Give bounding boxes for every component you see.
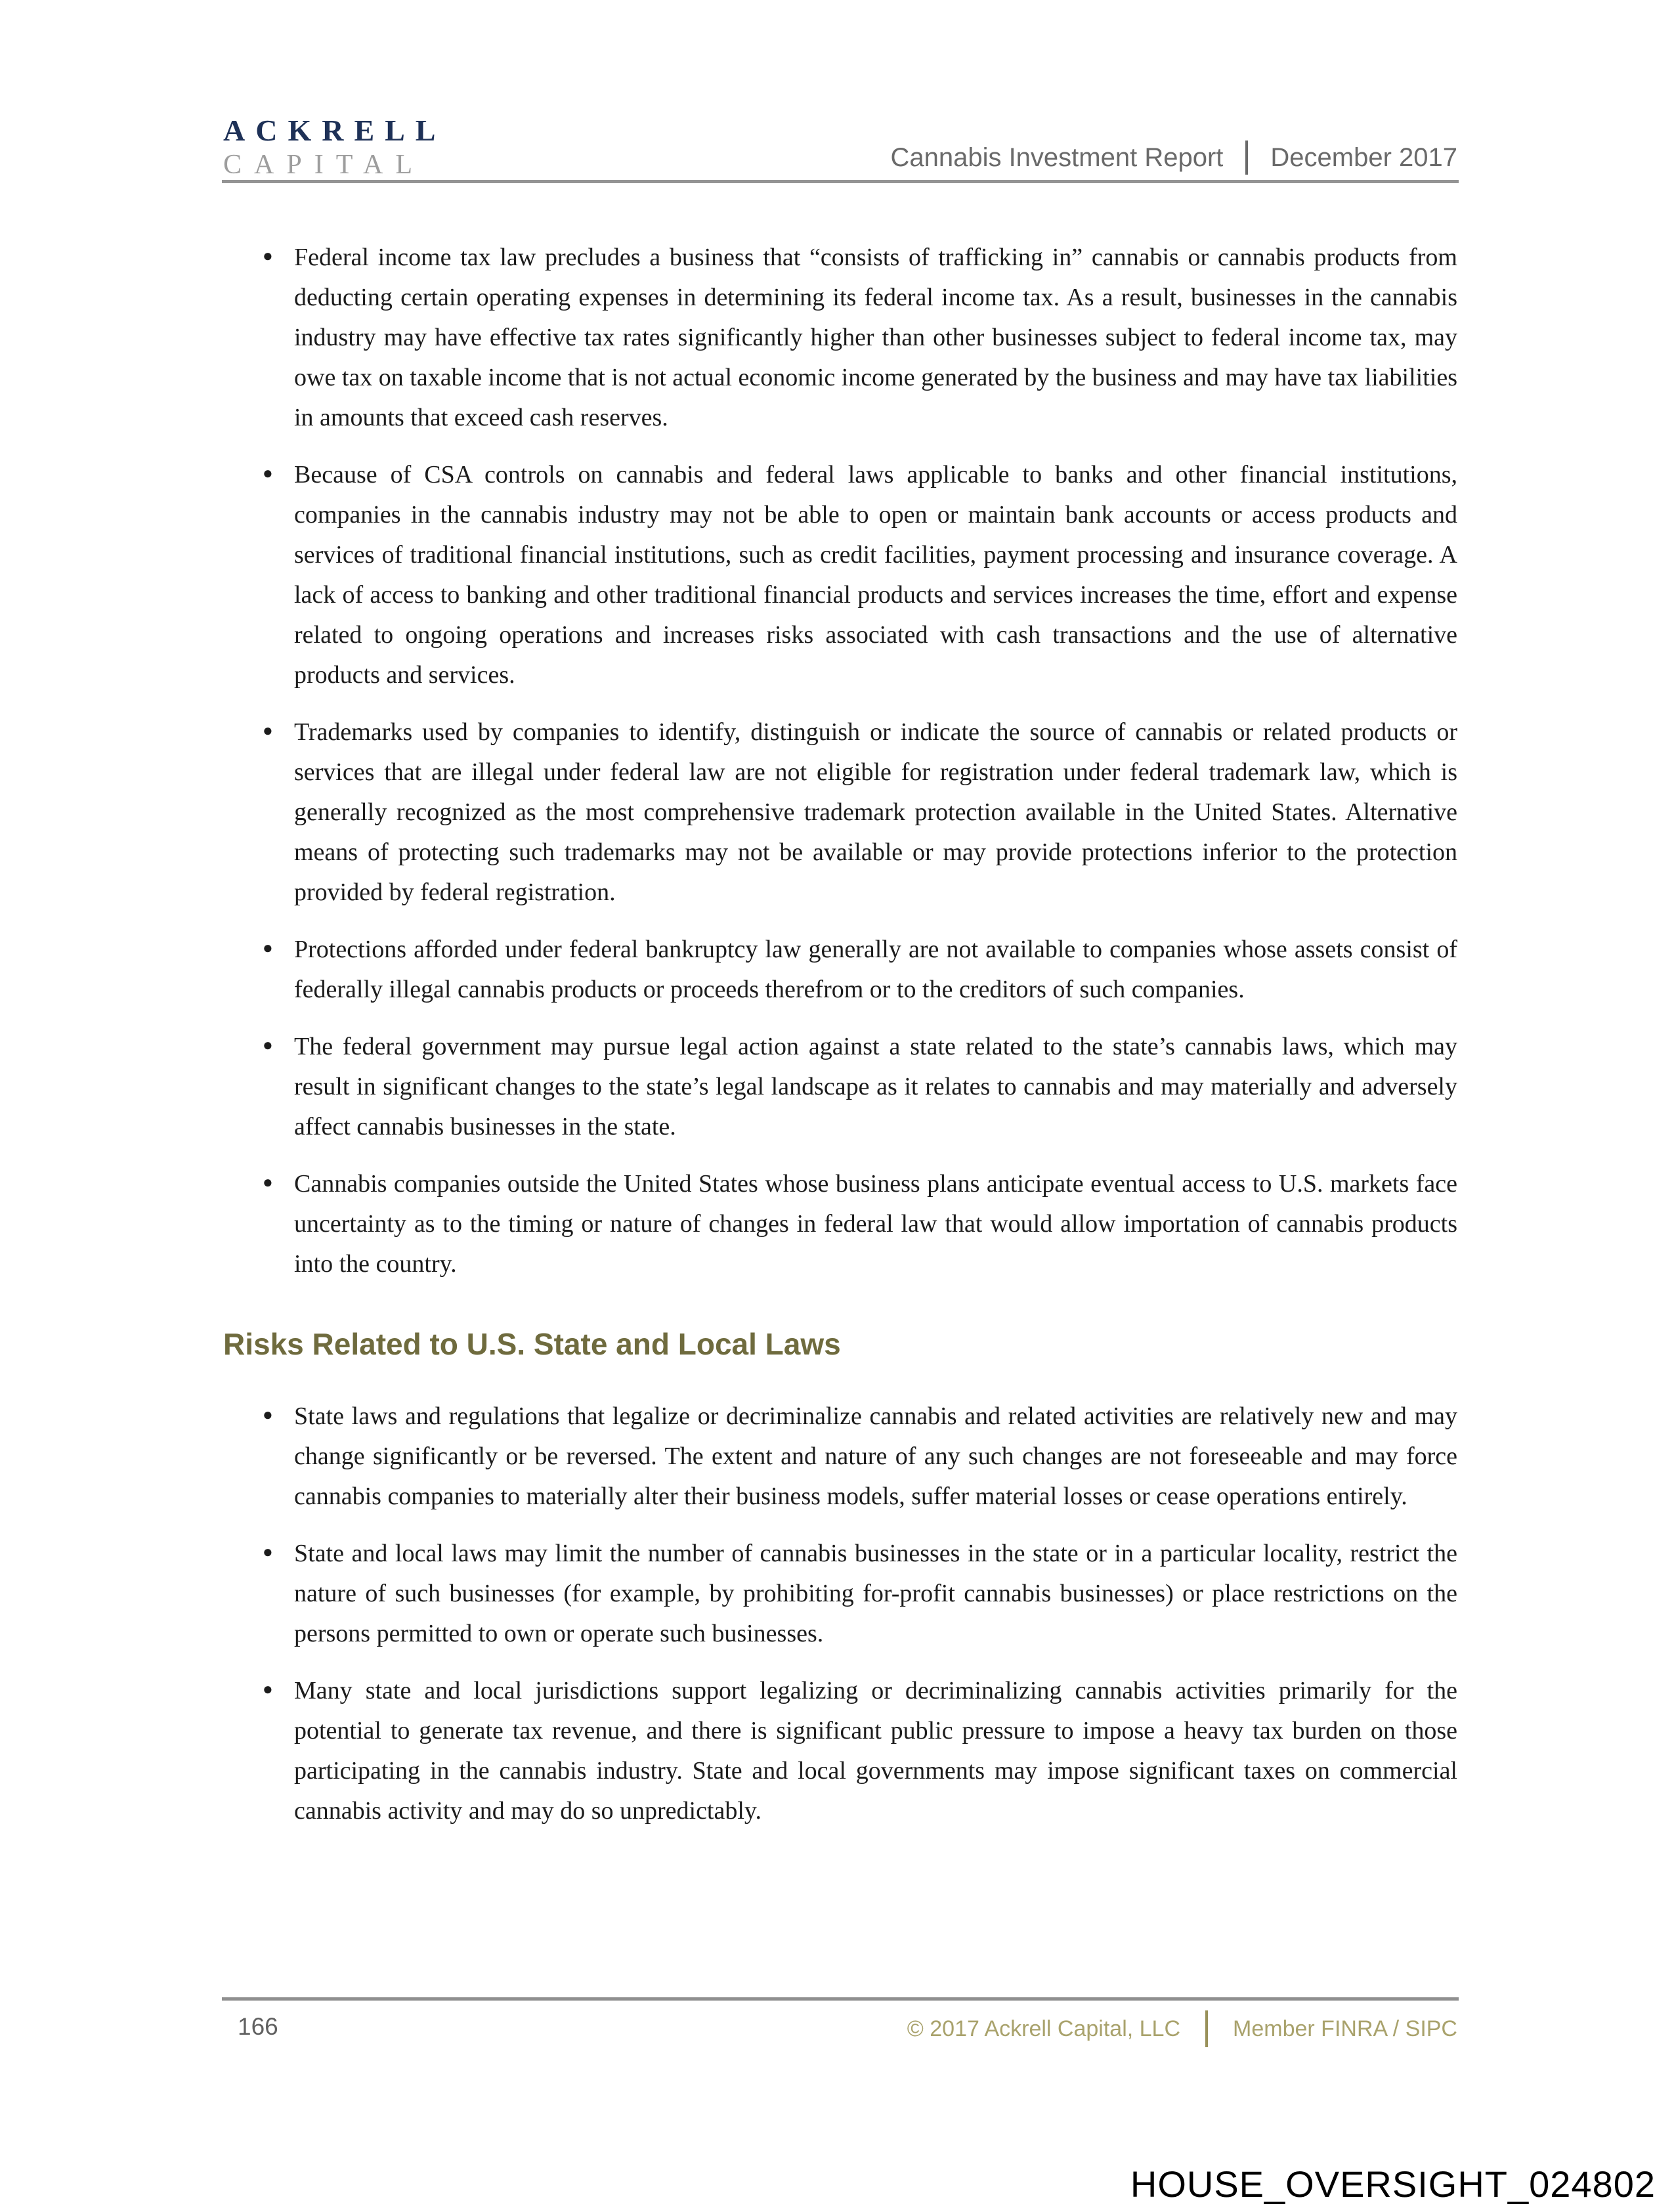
bullet-text: State laws and regulations that legalize or decriminalize cannabis and related activities are relatively new and may change significantly or be reversed. The extent and nature of any such changes are not foreseeable and may force cannabis companies to materially alter their business models, suffer material losses or cease operations entirely. xyxy=(294,1402,1457,1511)
bullet-icon: ● xyxy=(263,1172,273,1192)
header-separator-bar xyxy=(1245,141,1248,175)
bullet-icon: ● xyxy=(263,720,273,740)
bullet-icon: ● xyxy=(263,246,273,265)
bullet-icon: ● xyxy=(263,1542,273,1562)
footer-copyright: © 2017 Ackrell Capital, LLC xyxy=(907,2016,1181,2041)
list-item xyxy=(223,1027,1457,1147)
bullet-text: Many state and local jurisdictions support legalizing or decriminalizing cannabis activities primarily for the potential to generate tax revenue, and there is significant public pressure to impose a heavy tax burden on those participating in the cannabis industry. State and local governments may impose significant taxes on commercial cannabis activity and may do so unpredictably. xyxy=(294,1677,1457,1825)
list-item xyxy=(223,1534,1457,1654)
report-date: December 2017 xyxy=(1270,143,1457,172)
footer-rule xyxy=(222,1997,1459,2001)
page-content xyxy=(223,238,1457,1848)
list-item xyxy=(223,1397,1457,1517)
logo-wordmark-capital: CAPITAL xyxy=(223,150,425,180)
footer-meta xyxy=(907,2010,1457,2047)
bullet-icon: ● xyxy=(263,1035,273,1054)
bullet-icon: ● xyxy=(263,463,273,483)
logo-wordmark-ackrell: ACKRELL xyxy=(223,114,446,147)
bullet-text: Cannabis companies outside the United States whose business plans anticipate eventual access to U.S. markets face uncertainty as to the timing or nature of changes in federal law that would allow importation of cannabis products into the country. xyxy=(294,1170,1457,1278)
list-item xyxy=(223,930,1457,1010)
list-item xyxy=(223,1164,1457,1284)
header-meta xyxy=(890,141,1457,175)
header-rule xyxy=(222,180,1459,183)
bullet-icon: ● xyxy=(263,1404,273,1425)
bullet-text: Protections afforded under federal bankruptcy law generally are not available to companies whose assets consist of federally illegal cannabis products or proceeds therefrom or to the creditors of such companies. xyxy=(294,936,1457,1003)
list-item xyxy=(223,238,1457,438)
page-number: 166 xyxy=(238,2013,278,2040)
list-item xyxy=(223,1671,1457,1831)
footer-separator-bar xyxy=(1205,2010,1208,2047)
footer-membership: Member FINRA / SIPC xyxy=(1233,2016,1457,2041)
bullet-text: The federal government may pursue legal action against a state related to the state’s cannabis laws, which may result in significant changes to the state’s legal landscape as it relates to cannabis and may materially and adversely affect cannabis businesses in the state. xyxy=(294,1033,1457,1140)
state-local-risks-list xyxy=(223,1397,1457,1831)
section-heading-state-local-laws: Risks Related to U.S. State and Local Laws xyxy=(223,1327,841,1361)
bullet-icon: ● xyxy=(263,1679,273,1699)
bullet-text: State and local laws may limit the number of cannabis businesses in the state or in a particular locality, restrict the nature of such businesses (for example, by prohibiting for-profit cannabis businesses) or place restrictions on the persons permitted to own or operate such businesses. xyxy=(294,1540,1457,1648)
bates-stamp: HOUSE_OVERSIGHT_024802 xyxy=(1130,2163,1656,2205)
list-item xyxy=(223,455,1457,695)
ackrell-capital-logo xyxy=(223,116,446,179)
bullet-text: Federal income tax law precludes a business that “consists of trafficking in” cannabis or cannabis products from deducting certain operating expenses in determining its federal income tax. As a result, businesses in the cannabis industry may have effective tax rates significantly higher than other businesses subject to federal income tax, may owe tax on taxable income that is not actual economic income generated by the business and may have tax liabilities in amounts that exceed cash reserves. xyxy=(294,244,1457,431)
federal-risks-list xyxy=(223,238,1457,1284)
bullet-icon: ● xyxy=(263,938,273,957)
bullet-text: Because of CSA controls on cannabis and federal laws applicable to banks and other financial institutions, companies in the cannabis industry may not be able to open or maintain bank accounts or access products and services of traditional financial institutions, such as credit facilities, payment processing and insurance coverage. A lack of access to banking and other traditional financial products and services increases the time, effort and expense related to ongoing operations and increases risks associated with cash transactions and the use of alternative products and services. xyxy=(294,461,1457,689)
report-title: Cannabis Investment Report xyxy=(890,143,1224,172)
list-item xyxy=(223,712,1457,913)
bullet-text: Trademarks used by companies to identify, distinguish or indicate the source of cannabis or related products or services that are illegal under federal law are not eligible for registration under federal trademark law, which is generally recognized as the most comprehensive trademark protection available in the United States. Alternative means of protecting such trademarks may not be available or may provide protections inferior to the protection provided by federal registration. xyxy=(294,718,1457,906)
